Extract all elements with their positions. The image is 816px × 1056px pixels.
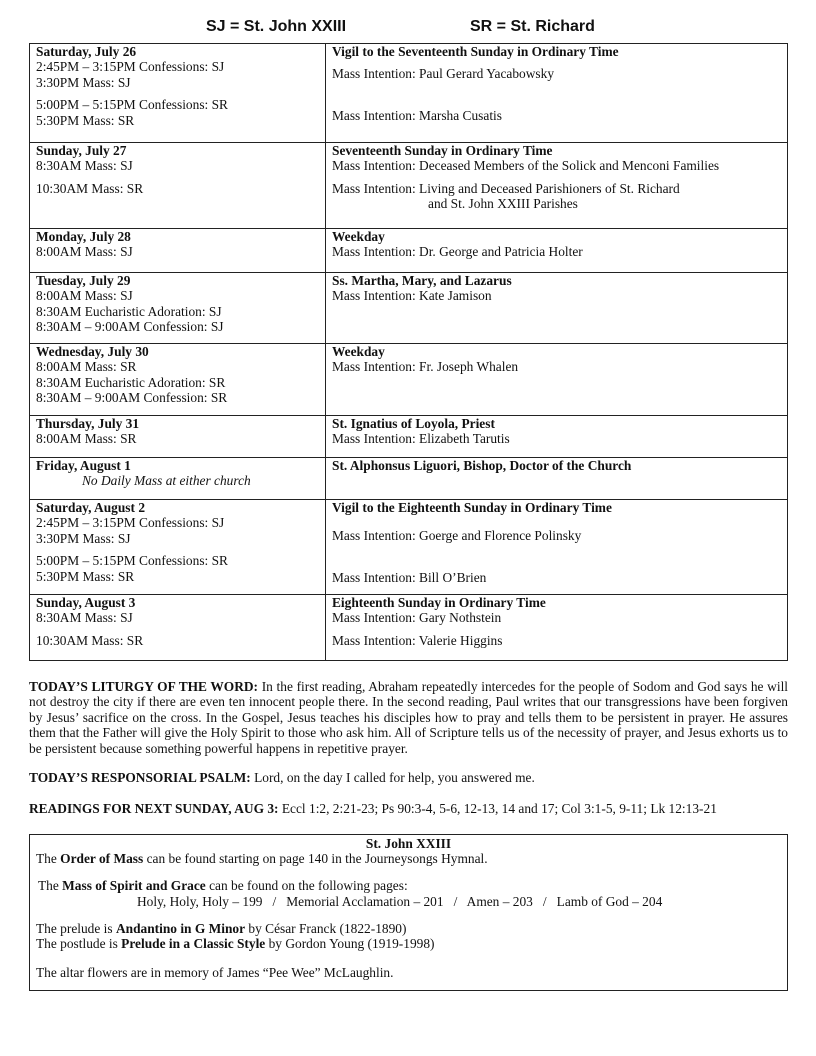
readings-paragraph	[29, 801, 788, 816]
mass-schedule-table	[29, 43, 788, 661]
schedule-times	[30, 44, 326, 143]
time-line: 3:30PM Mass: SJ	[36, 74, 131, 90]
observance: Vigil to the Seventeenth Sunday in Ordinary Time	[332, 44, 619, 59]
schedule-intentions	[326, 500, 788, 595]
liturgy-label: TODAY’S LITURGY OF THE WORD:	[29, 679, 259, 694]
mass-intention: Mass Intention: Bill O’Brien	[332, 569, 487, 585]
psalm-paragraph	[29, 770, 788, 785]
st-john-xxiii-box	[29, 834, 788, 991]
liturgy-text: In the first reading, Abraham repeatedly intercedes for the people of Sodom and God says he will not destroy the city if there are even ten innocent people there. In the second reading, Paul writes that our transgressions have been forgiven by Jesus’ sacrifice on the cross. In the Gospel, Jesus teaches his disciples how to pray and tells them to be persistent in prayer. He assures them that the Father will give the Holy Spirit to those who ask him. All of Scripture tells us of the necessity of prayer, and Jesus exhorts us to be persistent because something powerful happens in repetitive prayer.	[29, 679, 789, 756]
time-line: 8:00AM Mass: SJ	[36, 244, 133, 260]
schedule-row	[30, 416, 788, 458]
time-line: 5:30PM Mass: SR	[36, 568, 135, 584]
day-heading: Saturday, August 2	[36, 500, 146, 515]
observance: Seventeenth Sunday in Ordinary Time	[332, 143, 553, 158]
time-line: 8:00AM Mass: SR	[36, 359, 137, 375]
schedule-intentions	[326, 273, 788, 344]
day-heading: Sunday, July 27	[36, 143, 127, 158]
time-line: 2:45PM – 3:15PM Confessions: SJ	[36, 515, 225, 531]
schedule-intentions	[326, 344, 788, 416]
observance: St. Alphonsus Liguori, Bishop, Doctor of the Church	[332, 458, 632, 473]
time-line: 8:30AM – 9:00AM Confession: SJ	[36, 319, 224, 335]
mass-intention: Mass Intention: Fr. Joseph Whalen	[332, 359, 519, 375]
schedule-intentions	[326, 143, 788, 229]
time-line: 8:30AM Eucharistic Adoration: SJ	[36, 303, 222, 319]
order-of-mass-line: The Order of Mass can be found starting on page 140 in the Journeysongs Hymnal.	[36, 851, 488, 866]
mass-intention: Mass Intention: Gary Nothstein	[332, 610, 502, 626]
schedule-times	[30, 143, 326, 229]
day-heading: Sunday, August 3	[36, 595, 136, 610]
mass-setting-line: The Mass of Spirit and Grace can be found on the following pages:	[38, 878, 408, 893]
day-heading: Friday, August 1	[36, 458, 131, 473]
schedule-times	[30, 595, 326, 661]
mass-pages-line: Holy, Holy, Holy – 199 / Memorial Acclamation – 201 / Amen – 203 / Lamb of God – 204	[137, 894, 663, 909]
mass-intention: Mass Intention: Kate Jamison	[332, 288, 492, 304]
schedule-times	[30, 229, 326, 273]
observance: Ss. Martha, Mary, and Lazarus	[332, 273, 512, 288]
schedule-row	[30, 344, 788, 416]
mass-intention: Mass Intention: Dr. George and Patricia Holter	[332, 244, 583, 260]
mass-intention: Mass Intention: Paul Gerard Yacabowsky	[332, 66, 555, 82]
mass-intention: Mass Intention: Deceased Members of the Solick and Menconi Families	[332, 158, 720, 174]
time-line: 8:30AM – 9:00AM Confession: SR	[36, 390, 228, 406]
schedule-intentions	[326, 416, 788, 458]
time-line: 5:00PM – 5:15PM Confessions: SR	[36, 97, 228, 113]
day-heading: Tuesday, July 29	[36, 273, 131, 288]
liturgy-paragraph	[29, 679, 788, 756]
mass-intention: Mass Intention: Living and Deceased Parishioners of St. Richard	[332, 180, 680, 196]
mass-intention-continued: and St. John XXIII Parishes	[428, 196, 578, 212]
mass-intention: Mass Intention: Elizabeth Tarutis	[332, 431, 510, 447]
time-line: 10:30AM Mass: SR	[36, 632, 144, 648]
schedule-row	[30, 500, 788, 595]
schedule-row	[30, 143, 788, 229]
schedule-times	[30, 344, 326, 416]
schedule-times	[30, 458, 326, 500]
psalm-label: TODAY’S RESPONSORIAL PSALM:	[29, 770, 251, 785]
observance: Eighteenth Sunday in Ordinary Time	[332, 595, 546, 610]
readings-label: READINGS FOR NEXT SUNDAY, AUG 3:	[29, 801, 279, 816]
time-line: 8:30AM Mass: SJ	[36, 158, 133, 174]
time-line: 8:00AM Mass: SR	[36, 431, 137, 447]
schedule-times	[30, 416, 326, 458]
schedule-row	[30, 273, 788, 344]
box-title: St. John XXIII	[365, 836, 452, 851]
psalm-text: Lord, on the day I called for help, you answered me.	[250, 770, 535, 785]
schedule-times	[30, 273, 326, 344]
schedule-intentions	[326, 44, 788, 143]
observance: Vigil to the Eighteenth Sunday in Ordinary Time	[332, 500, 612, 515]
time-line: 5:00PM – 5:15PM Confessions: SR	[36, 553, 228, 569]
schedule-intentions	[326, 458, 788, 500]
schedule-row	[30, 458, 788, 500]
time-line: 2:45PM – 3:15PM Confessions: SJ	[36, 59, 225, 75]
schedule-intentions	[326, 229, 788, 273]
mass-intention: Mass Intention: Marsha Cusatis	[332, 107, 502, 123]
schedule-row	[30, 229, 788, 273]
legend-sr: SR = St. Richard	[470, 18, 595, 35]
day-heading: Monday, July 28	[36, 229, 131, 244]
prelude-line: The prelude is Andantino in G Minor by César Franck (1822-1890)	[36, 921, 407, 936]
observance: Weekday	[332, 344, 385, 359]
schedule-row	[30, 44, 788, 143]
mass-intention: Mass Intention: Goerge and Florence Polinsky	[332, 528, 582, 544]
day-heading: Thursday, July 31	[36, 416, 140, 431]
observance: St. Ignatius of Loyola, Priest	[332, 416, 495, 431]
legend-sj: SJ = St. John XXIII	[206, 18, 347, 35]
observance: Weekday	[332, 229, 385, 244]
schedule-row	[30, 595, 788, 661]
readings-text: Eccl 1:2, 2:21-23; Ps 90:3-4, 5-6, 12-13, 14 and 17; Col 3:1-5, 9-11; Lk 12:13-21	[278, 801, 717, 816]
mass-intention: Mass Intention: Valerie Higgins	[332, 632, 503, 648]
altar-flowers-line: The altar flowers are in memory of James “Pee Wee” McLaughlin.	[36, 965, 394, 980]
time-line: 8:30AM Eucharistic Adoration: SR	[36, 374, 226, 390]
schedule-times	[30, 500, 326, 595]
schedule-intentions	[326, 595, 788, 661]
time-line: 8:00AM Mass: SJ	[36, 288, 133, 304]
no-mass-note: No Daily Mass at either church	[82, 473, 251, 489]
time-line: 8:30AM Mass: SJ	[36, 610, 133, 626]
day-heading: Saturday, July 26	[36, 44, 137, 59]
time-line: 5:30PM Mass: SR	[36, 112, 135, 128]
time-line: 3:30PM Mass: SJ	[36, 530, 131, 546]
day-heading: Wednesday, July 30	[36, 344, 149, 359]
time-line: 10:30AM Mass: SR	[36, 180, 144, 196]
church-legend	[0, 19, 816, 39]
postlude-line: The postlude is Prelude in a Classic Style by Gordon Young (1919-1998)	[36, 936, 435, 951]
